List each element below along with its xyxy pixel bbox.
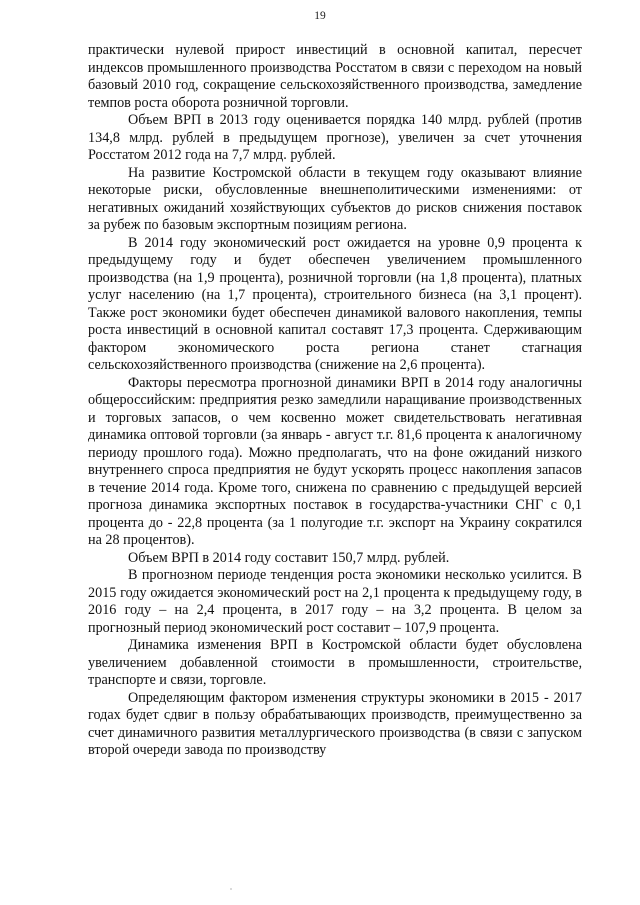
paragraph-3: На развитие Костромской области в текущем году оказывают влияние некоторые риски, обусловленные внешнеполитическими изменениями: от негативных ожиданий хозяйствующих субъектов до рисков снижения поставок за рубеж по базовым экспортным позициям региона. [88, 164, 582, 233]
paragraph-5: Факторы пересмотра прогнозной динамики ВРП в 2014 году аналогичны общероссийским: предприятия резко замедлили наращивание производственных и торговых запасов, о чем косвенно может свидетельствовать негативная динамика оптовой торговли (за январь - август т.г. 81,6 процента к аналогичному периоду прошлого года). Можно предполагать, что на фоне ожиданий низкого внутреннего спроса предприятия не будут ускорять процесс накопления запасов в течение 2014 года. Кроме того, снижена по сравнению с предыдущей версией прогноза динамика экспортных поставок в государства-участники СНГ с 0,1 процента до - 22,8 процента (за 1 полугодие т.г. экспорт на Украину сократился на 28 процентов). [88, 374, 582, 548]
paragraph-4: В 2014 году экономический рост ожидается на уровне 0,9 процента к предыдущему году и будет обеспечен увеличением промышленного производства (на 1,9 процента), розничной торговли (на 1,8 процента), платных услуг населению (на 1,7 процента), строительного бизнеса (на 3,1 процент). Также рост экономики будет обеспечен динамикой валового накопления, темпы роста инвестиций в основной капитал составят 17,3 процента. Сдерживающим фактором экономического роста региона станет стагнация сельскохозяйственного производства (снижение на 2,6 процента). [88, 234, 582, 373]
paragraph-9: Определяющим фактором изменения структуры экономики в 2015 - 2017 годах будет сдвиг в пользу обрабатывающих производств, преимущественно за счет динамичного развития металлургического производства (в связи с запуском второй очереди завода по производству [88, 689, 582, 758]
paragraph-8: Динамика изменения ВРП в Костромской области будет обусловлена увеличением добавленной стоимости в промышленности, строительстве, транспорте и связи, торговле. [88, 637, 582, 688]
scan-artifact [230, 888, 232, 890]
page-number: 19 [314, 10, 326, 22]
paragraph-7: В прогнозном периоде тенденция роста экономики несколько усилится. В 2015 году ожидается экономический рост на 2,1 процента к предыдущему году, в 2016 году – на 2,4 процента, в 2017 году – на 3,2 процента. В целом за прогнозный период экономический рост составит – 107,9 процента. [88, 567, 582, 636]
paragraph-2: Объем ВРП в 2013 году оценивается порядка 140 млрд. рублей (против 134,8 млрд. рублей в предыдущем прогнозе), увеличен за счет уточнения Росстатом 2012 года на 7,7 млрд. рублей. [88, 112, 582, 163]
paragraph-1: практически нулевой прирост инвестиций в основной капитал, пересчет индексов промышленного производства Росстатом в связи с переходом на новый базовый 2010 год, сокращение сельскохозяйственного производства, замедление темпов роста оборота розничной торговли. [88, 42, 582, 111]
document-body [88, 42, 582, 760]
paragraph-6: Объем ВРП в 2014 году составит 150,7 млрд. рублей. [128, 549, 450, 566]
